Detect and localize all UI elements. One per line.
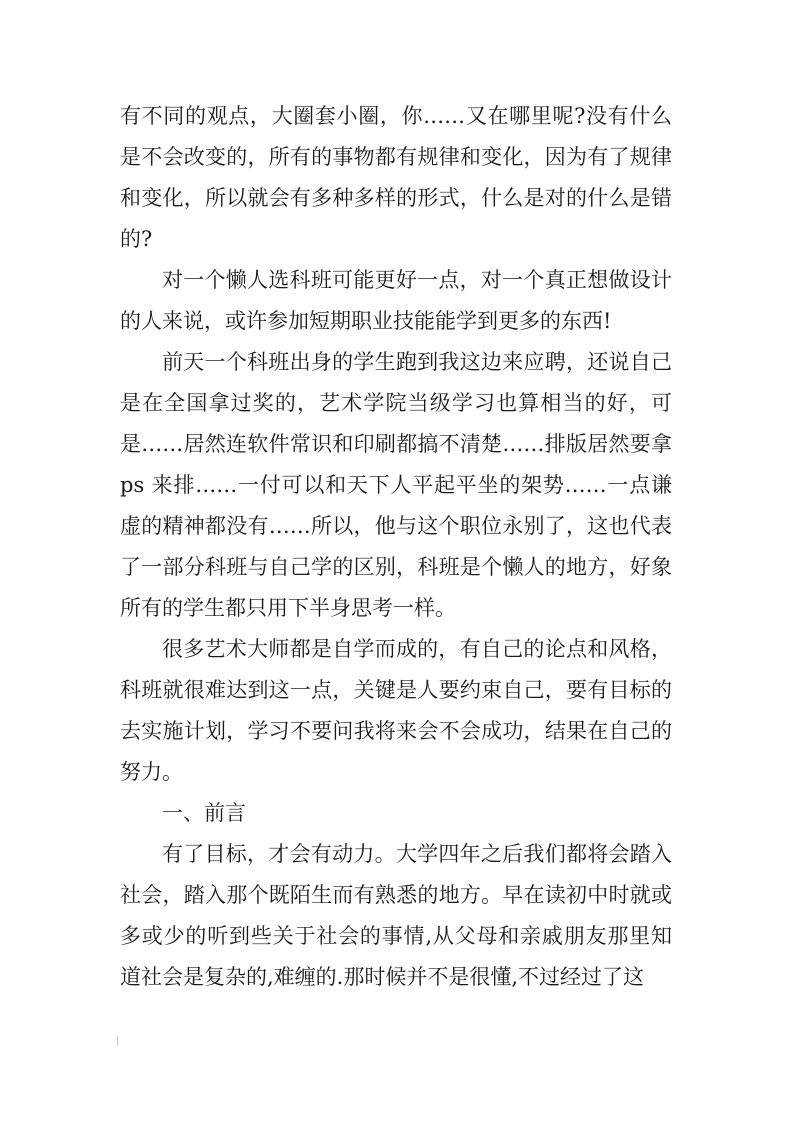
paragraph-4: 很多艺术大师都是自学而成的，有自己的论点和风格，科班就很难达到这一点，关键是人要约束自己，要有目标的去实施计划，学习不要问我将来会不会成功，结果在自己的努力。: [120, 637, 672, 784]
section-heading-preface: 一、前言: [162, 801, 246, 825]
paragraph-3: 前天一个科班出身的学生跑到我这边来应聘，还说自己是在全国拿过奖的，艺术学院当级学习也算相当的好，可是……居然连软件常识和印刷都搞不清楚……排版居然要拿 ps 来排……一付可以和天下人平起平坐的架势……一点谦虚的精神都没有……所以，他与这个职位永别了，这也代表了一部分科班与自己学的区别，科班是个懒人的地方，好象所有的学生都只用下半身思考一样。: [120, 350, 672, 620]
page-corner-mark: [117, 1036, 118, 1046]
paragraph-2: 对一个懒人选科班可能更好一点，对一个真正想做设计的人来说，或许参加短期职业技能能学到更多的东西!: [120, 268, 672, 333]
paragraph-1: 有不同的观点，大圈套小圈，你……又在哪里呢?没有什么是不会改变的，所有的事物都有规律和变化，因为有了规律和变化，所以就会有多种多样的形式，什么是对的什么是错的?: [120, 104, 672, 251]
document-body: [120, 96, 672, 998]
paragraph-6: 有了目标，才会有动力。大学四年之后我们都将会踏入社会，踏入那个既陌生而有熟悉的地方。早在读初中时就或多或少的听到些关于社会的事情,从父母和亲戚朋友那里知道社会是复杂的,难缠的.那时候并不是很懂,不过经过了这: [120, 842, 672, 989]
